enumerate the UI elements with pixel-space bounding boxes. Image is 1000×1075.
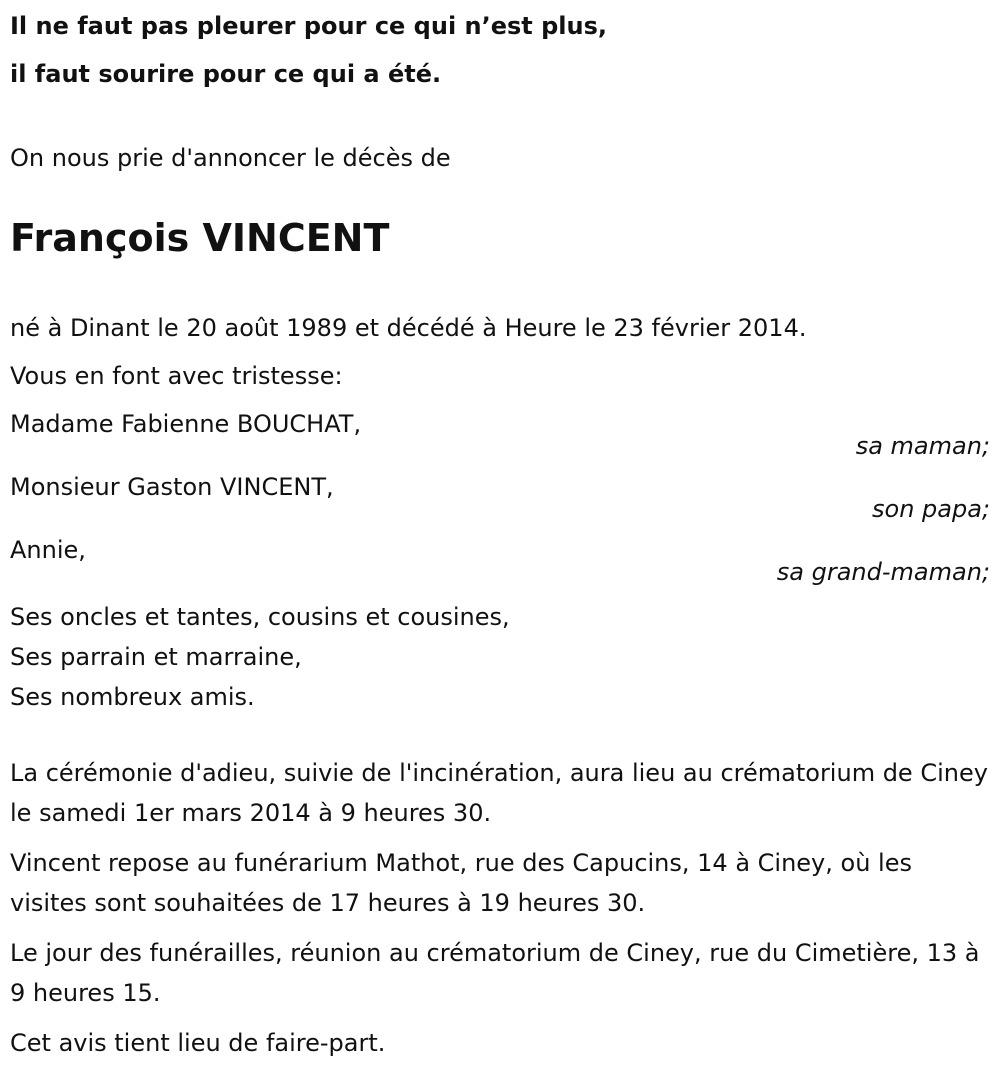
- relatives-list: [10, 408, 990, 597]
- family-line: Ses parrain et marraine,: [10, 643, 302, 671]
- closing-note: Cet avis tient lieu de faire-part.: [10, 1029, 386, 1057]
- funerarium-details: Vincent repose au funérarium Mathot, rue des Capucins, 14 à Ciney, où les visites sont souhaitées de 17 heures à 19 heures 30.: [10, 849, 912, 917]
- obituary-notice: [10, 0, 990, 1063]
- birth-death-line: né à Dinant le 20 août 1989 et décédé à Heure le 23 février 2014.: [10, 314, 807, 342]
- meeting-details: Le jour des funérailles, réunion au crématorium de Ciney, rue du Cimetière, 13 à 9 heures 15.: [10, 939, 980, 1007]
- relative-relation: sa maman;: [855, 432, 990, 460]
- relative-name: Annie,: [10, 536, 86, 564]
- relative-row: [10, 471, 990, 534]
- relative-row: [10, 408, 990, 471]
- relative-relation: son papa;: [872, 495, 990, 523]
- relative-name: Madame Fabienne BOUCHAT,: [10, 410, 362, 438]
- ceremony-details: La cérémonie d'adieu, suivie de l'incinération, aura lieu au crématorium de Ciney le samedi 1er mars 2014 à 9 heures 30.: [10, 759, 988, 827]
- announcement-intro: On nous prie d'annoncer le décès de: [10, 144, 451, 172]
- deceased-name: François VINCENT: [10, 216, 390, 260]
- quote-line-1: Il ne faut pas pleurer pour ce qui n’est plus,: [10, 12, 608, 40]
- family-line: Ses oncles et tantes, cousins et cousines,: [10, 603, 510, 631]
- mourners-intro: Vous en font avec tristesse:: [10, 362, 343, 390]
- relative-relation: sa grand-maman;: [776, 558, 990, 586]
- relative-row: [10, 534, 990, 597]
- quote: [10, 0, 990, 98]
- relative-name: Monsieur Gaston VINCENT,: [10, 473, 334, 501]
- family-line: Ses nombreux amis.: [10, 683, 255, 711]
- extended-family: [10, 597, 990, 717]
- quote-line-2: il faut sourire pour ce qui a été.: [10, 60, 442, 88]
